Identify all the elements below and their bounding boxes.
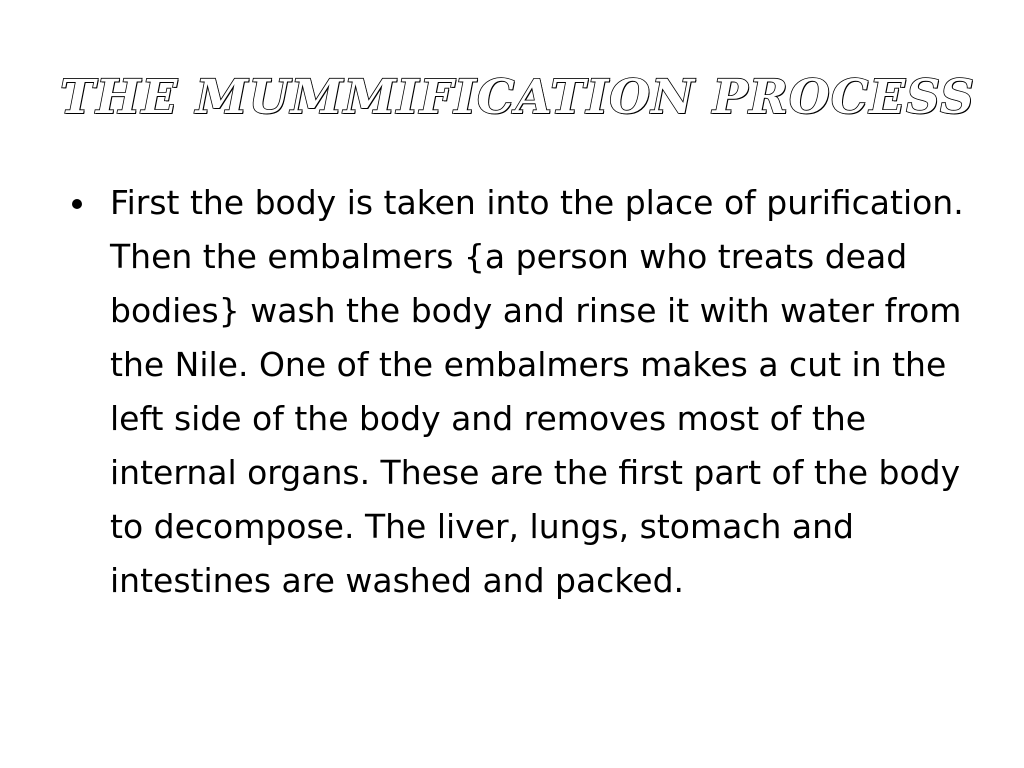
slide-title: THE MUMMIFICATION PROCESS — [60, 70, 975, 125]
bullet-dot-icon — [72, 199, 82, 209]
bullet-item — [72, 176, 972, 608]
bullet-list — [72, 176, 972, 608]
bullet-text: First the body is taken into the place of purification. Then the embalmers {a person who treats dead bodies} wash the body and rinse it with water from the Nile. One of the embalmers makes a cut in the left side of the body and removes most of the internal organs. These are the first part of the body to decompose. The liver, lungs, stomach and intestines are washed and packed. — [110, 183, 964, 600]
